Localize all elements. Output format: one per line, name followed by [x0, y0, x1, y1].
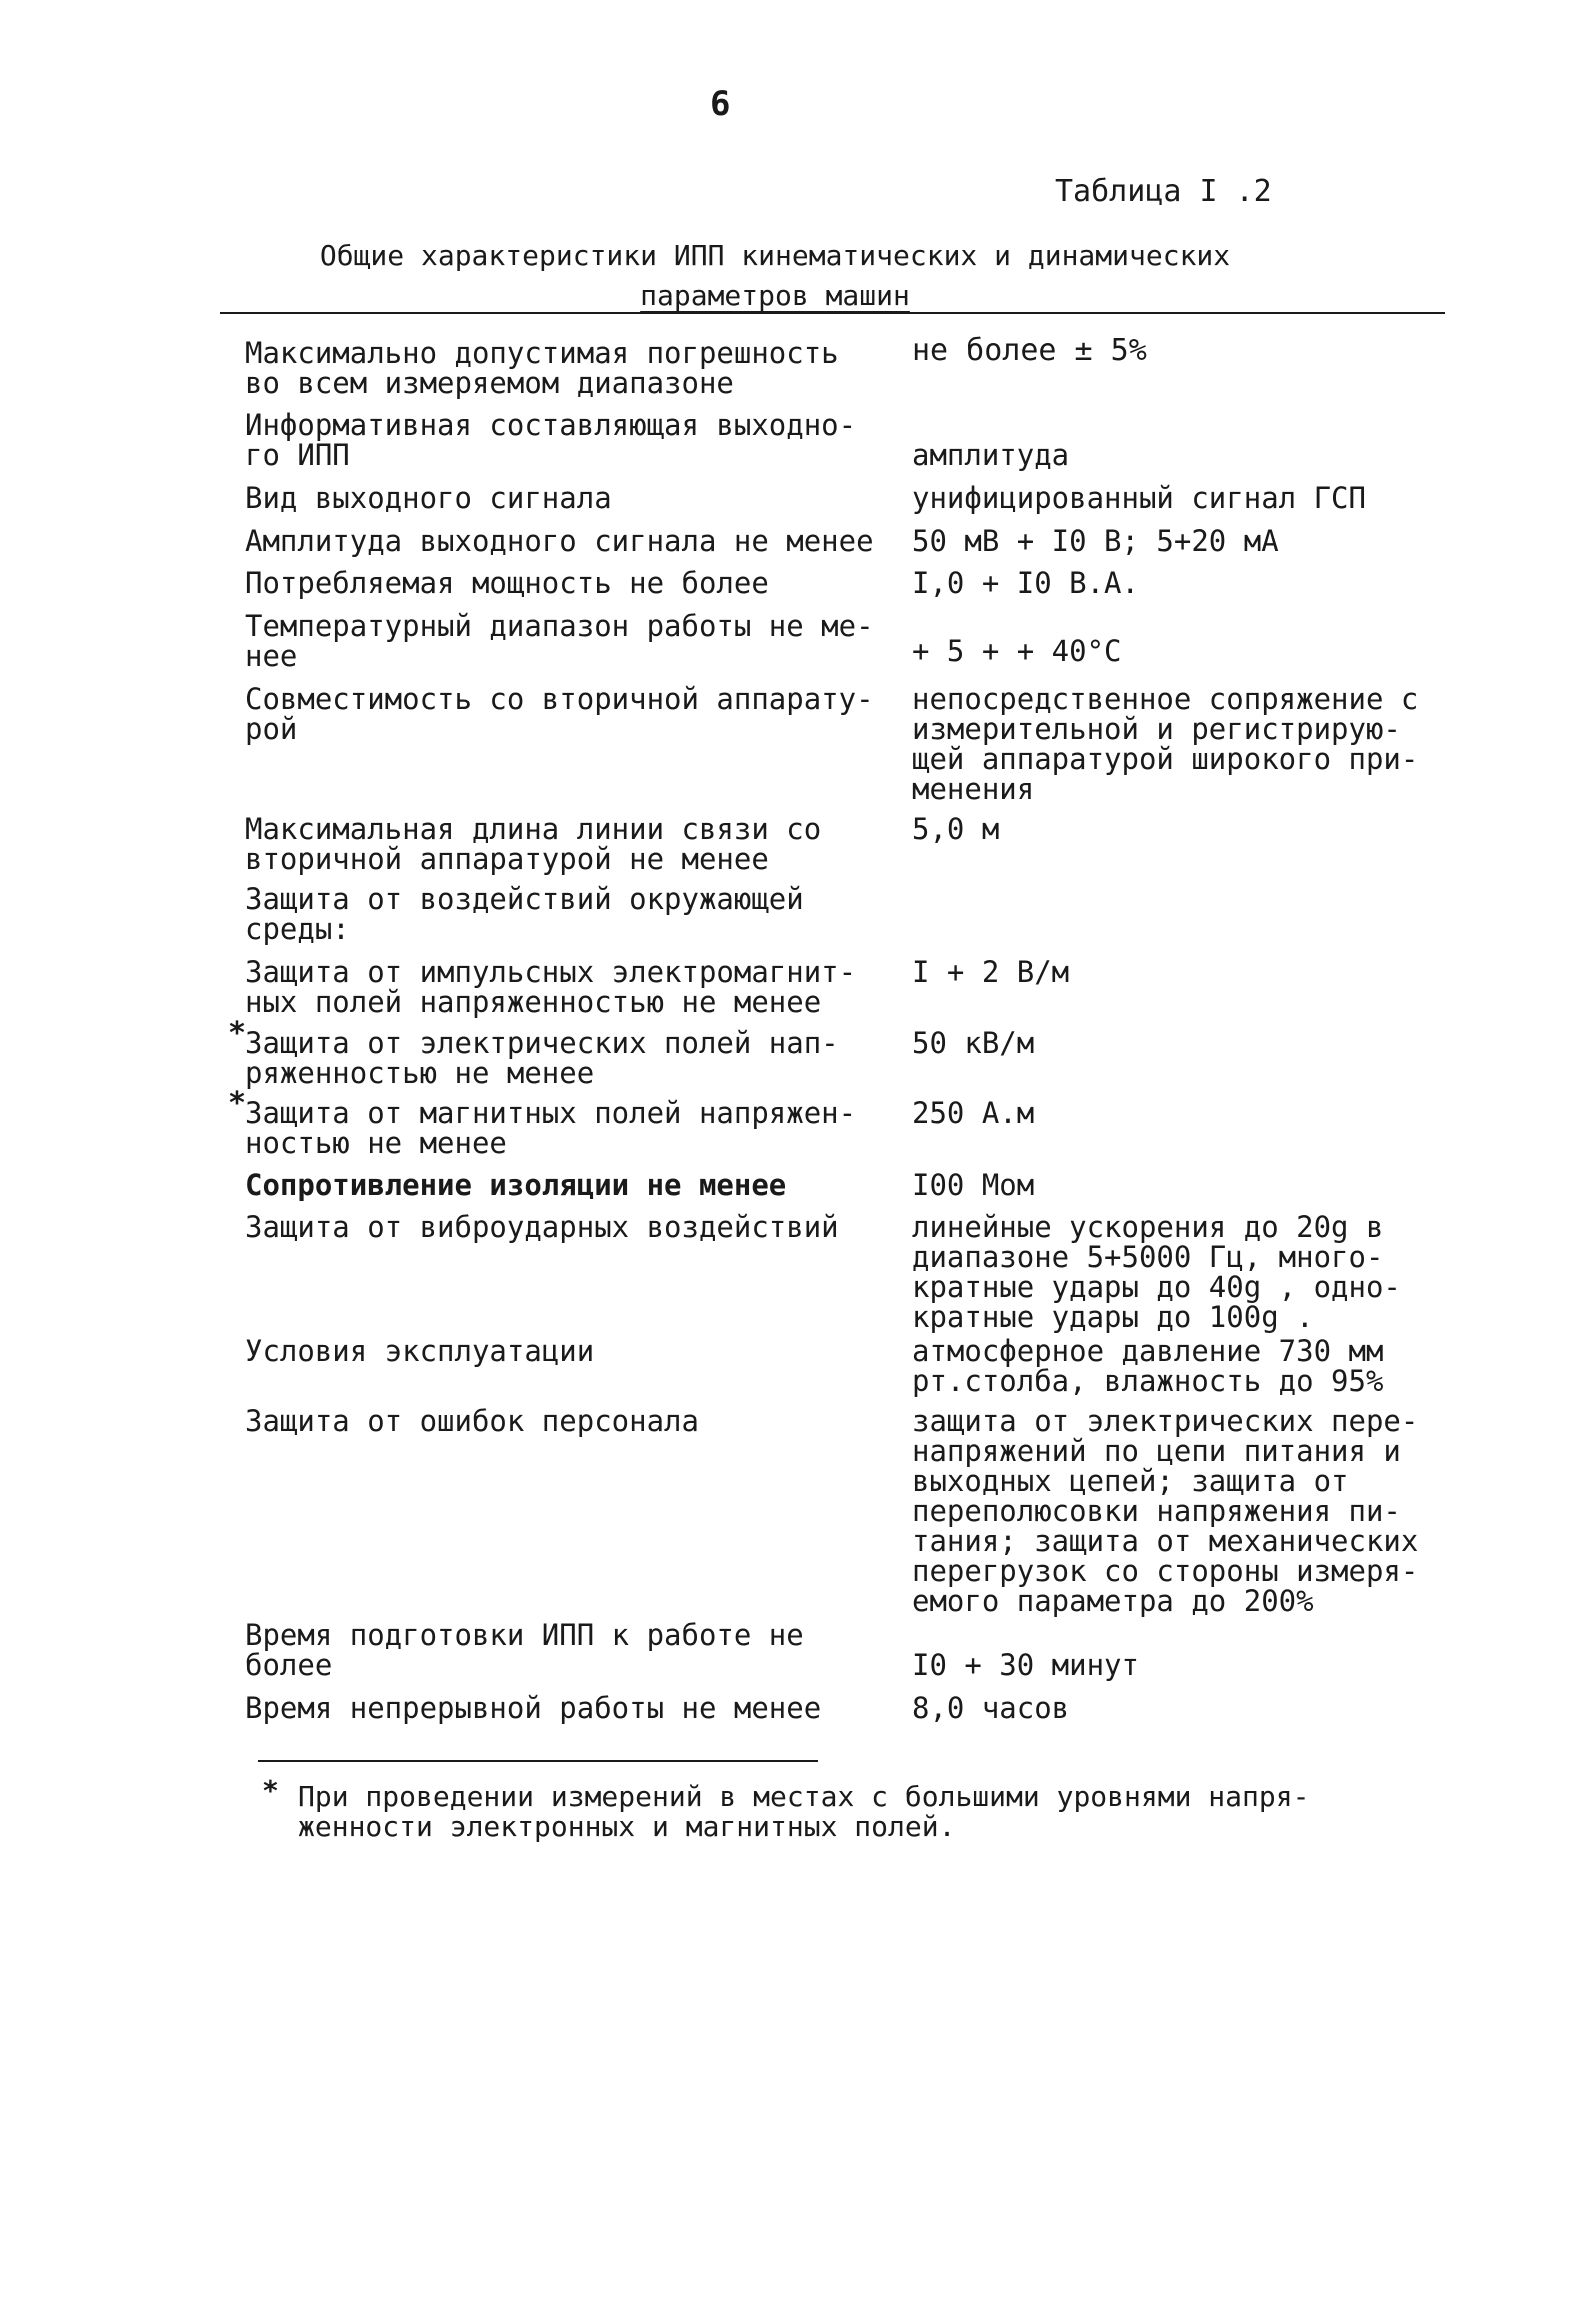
value-electric-field-protection: 50 кВ/м: [912, 1026, 1035, 1060]
value-operating-conditions: атмосферное давление 730 мм рт.столба, влажность до 95%: [912, 1334, 1384, 1398]
page-number: 6: [710, 84, 731, 124]
value-compatibility: непосредственное сопряжение с измерительной и регистрирую- щей аппаратурой широкого при- менения: [912, 682, 1419, 806]
param-temperature-range: Температурный диапазон работы не ме- нее: [245, 609, 874, 673]
value-vibration-protection: линейные ускорения до 20g в диапазоне 5+5000 Гц, много- кратные удары до 40g , одно- кратные удары до 100g .: [912, 1210, 1401, 1334]
value-informative-component: амплитуда: [912, 438, 1070, 472]
param-insulation-resistance: Сопротивление изоляции не менее: [245, 1168, 787, 1202]
asterisk-magnetic-field: *: [228, 1086, 247, 1121]
value-insulation-resistance: I00 Мом: [912, 1168, 1035, 1202]
value-impulse-field-protection: I + 2 В/м: [912, 955, 1070, 989]
value-magnetic-field-protection: 250 А.м: [912, 1096, 1035, 1130]
param-electric-field-protection: Защита от электрических полей нап- ряженностью не менее: [245, 1026, 839, 1090]
param-vibration-protection: Защита от виброударных воздействий: [245, 1210, 839, 1244]
param-magnetic-field-protection: Защита от магнитных полей напряжен- ностью не менее: [245, 1096, 857, 1160]
value-output-signal-type: унифицированный сигнал ГСП: [912, 481, 1366, 515]
value-max-error: не более ± 5%: [912, 333, 1147, 368]
footnote-mark: *: [262, 1774, 279, 1807]
param-informative-component: Информативная составляющая выходно- го ИПП: [245, 408, 857, 472]
value-power-consumption: I,0 + I0 В.А.: [912, 566, 1139, 600]
value-temperature-range: + 5 + + 40°С: [912, 634, 1122, 668]
value-operator-error-protection: защита от электрических пере- напряжений по цепи питания и выходных цепей; защита от переполюсовки напряжения пи- тания; защита от механических перегрузок со стороны измеря- емого параметра до 200%: [912, 1404, 1419, 1618]
param-environmental-protection: Защита от воздействий окружающей среды:: [245, 882, 804, 946]
param-max-line-length: Максимальная длина линии связи со вторичной аппаратурой не менее: [245, 812, 822, 876]
param-continuous-operation: Время непрерывной работы не менее: [245, 1691, 822, 1725]
param-operator-error-protection: Защита от ошибок персонала: [245, 1404, 699, 1438]
table-caption: [200, 236, 1350, 316]
param-power-consumption: Потребляемая мощность не более: [245, 566, 769, 600]
asterisk-electric-field: *: [228, 1016, 247, 1051]
caption-line-2: параметров машин: [640, 279, 910, 312]
param-operating-conditions: Условия эксплуатации: [245, 1334, 595, 1368]
table-label: Таблица I .2: [1055, 174, 1272, 209]
param-warmup-time: Время подготовки ИПП к работе не более: [245, 1618, 804, 1682]
param-max-error: Максимально допустимая погрешность во всем измеряемом диапазоне: [245, 336, 839, 400]
param-output-signal-type: Вид выходного сигнала: [245, 481, 612, 515]
table-top-rule: [220, 312, 1445, 314]
value-max-line-length: 5,0 м: [912, 812, 1000, 846]
value-warmup-time: I0 + 30 минут: [912, 1648, 1139, 1682]
footnote-text: При проведении измерений в местах с большими уровнями напря- женности электронных и магнитных полей.: [298, 1780, 1310, 1843]
param-compatibility: Совместимость со вторичной аппарату- рой: [245, 682, 874, 746]
value-output-amplitude: 50 мВ + I0 В; 5+20 мА: [912, 524, 1279, 558]
footnote-rule: [258, 1760, 818, 1762]
caption-line-1: Общие характеристики ИПП кинематических и динамических: [319, 239, 1231, 272]
value-continuous-operation: 8,0 часов: [912, 1691, 1070, 1725]
param-output-amplitude: Амплитуда выходного сигнала не менее: [245, 524, 874, 558]
param-impulse-field-protection: Защита от импульсных электромагнит- ных полей напряженностью не менее: [245, 955, 857, 1019]
